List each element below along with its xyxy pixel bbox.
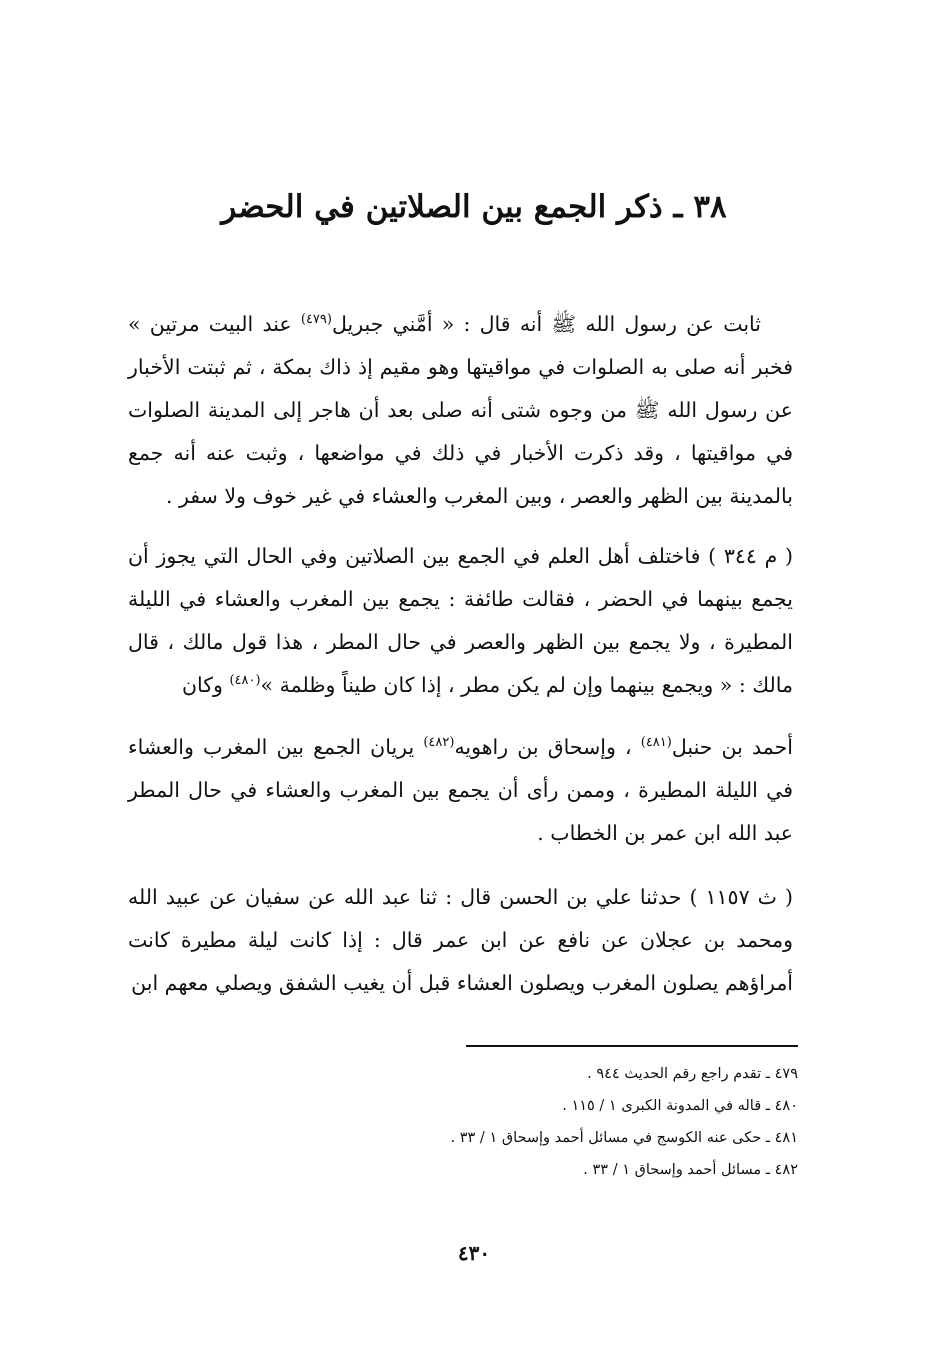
footnote-reference[interactable]: (٤٧٩) [300, 312, 332, 328]
paragraph [128, 876, 793, 1005]
paragraph [128, 303, 793, 518]
paragraph [128, 726, 793, 855]
chapter-title: ٣٨ ـ ذكر الجمع بين الصلاتين في الحضر [221, 189, 727, 225]
footnotes-list [198, 1058, 798, 1186]
footnote-reference[interactable]: (٤٨١) [640, 735, 672, 751]
paragraph-text: يريان الجمع بين المغرب والعشاء في الليلة المطيرة ، وممن رأى أن يجمع بين المغرب والعشاء في حال المطر عبد الله ابن عمر بن الخطاب . [128, 735, 793, 845]
footnote-reference[interactable]: (٤٨٠) [229, 673, 261, 689]
footnote-item: ٤٨٠ ـ قاله في المدونة الكبرى ١ / ١١٥ . [562, 1098, 798, 1114]
footnote-item: ٤٨١ ـ حكى عنه الكوسج في مسائل أحمد وإسحاق ١ / ٣٣ . [450, 1130, 798, 1146]
paragraph-text: ( م ٣٤٤ ) فاختلف أهل العلم في الجمع بين الصلاتين وفي الحال التي يجوز أن يجمع بينهما في الحضر ، فقالت طائفة : يجمع بين المغرب والعشاء في الليلة المطيرة ، ولا يجمع بين الظهر والعصر في حال المطر ، هذا قول مالك ، قال مالك : « ويجمع بينهما وإن لم يكن مطر ، إذا كان طيناً وظلمة » [128, 544, 793, 697]
paragraph-text: عند البيت مرتين » فخبر أنه صلى به الصلوات في مواقيتها وهو مقيم إذ ذاك بمكة ، ثم ثبتت الأخبار عن رسول الله ﷺ من وجوه شتى أنه صلى بعد أن هاجر إلى المدينة الصلوات في مواقيتها ، وقد ذكرت الأخبار في ذلك في مواضعها ، وثبت عنه أنه جمع بالمدينة بين الظهر والعصر ، وبين المغرب والعشاء في غير خوف ولا سفر . [128, 312, 793, 508]
paragraph-text: وكان [181, 673, 230, 697]
paragraph [128, 535, 793, 707]
page-number: ٤٣٠ [457, 1241, 491, 1265]
paragraph-text: أحمد بن حنبل [671, 735, 793, 759]
paragraph-text: ( ث ١١٥٧ ) حدثنا علي بن الحسن قال : ثنا عبد الله عن سفيان عن عبيد الله ومحمد بن عجلان عن نافع عن ابن عمر قال : إذا كانت ليلة مطيرة كانت أمراؤهم يصلون المغرب ويصلون العشاء قبل أن يغيب الشفق ويصلي معهم ابن [128, 885, 793, 995]
footnote-item: ٤٧٩ ـ تقدم راجع رقم الحديث ٩٤٤ . [587, 1066, 798, 1082]
footnote-reference[interactable]: (٤٨٢) [423, 735, 455, 751]
footnote-item: ٤٨٢ ـ مسائل أحمد وإسحاق ١ / ٣٣ . [583, 1162, 798, 1178]
paragraph-text: ، وإسحاق بن راهويه [454, 735, 641, 759]
paragraph-text: ثابت عن رسول الله ﷺ أنه قال : « أمَّني جبريل [331, 312, 761, 336]
footnote-divider [466, 1045, 798, 1047]
